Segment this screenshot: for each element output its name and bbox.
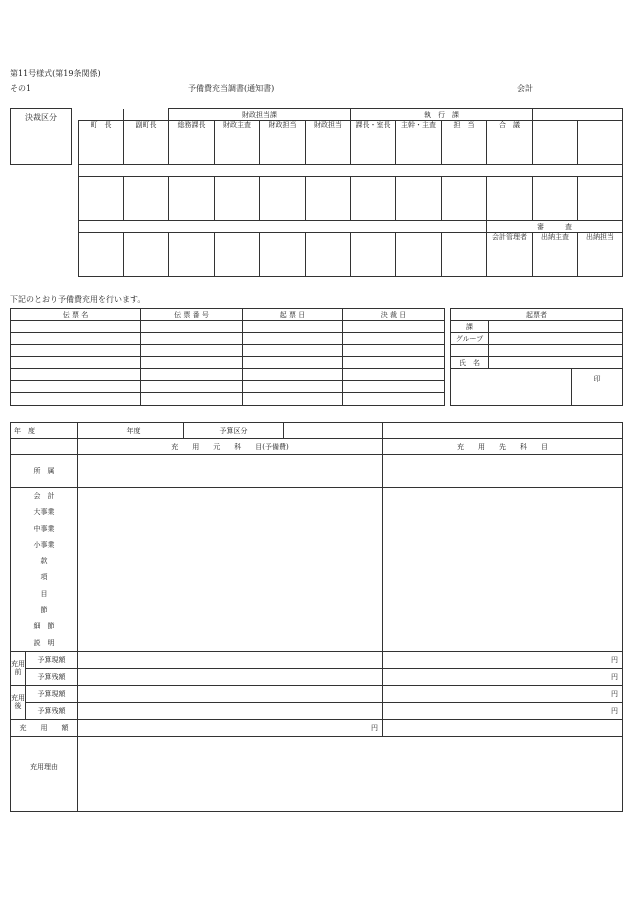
item-chujigyo: 中事業	[33, 524, 55, 533]
nendo-label: 年 度	[11, 423, 78, 439]
slip-row	[11, 381, 445, 393]
kihyo-table	[450, 308, 623, 406]
slip-row	[11, 393, 445, 406]
item-moku: 目	[40, 589, 48, 598]
zaisei-group-header: 財政担当課	[169, 109, 351, 121]
notice-text: 下記のとおり予備費充用を行います。	[10, 295, 146, 304]
juyo-gaku-label: 充 用 額	[11, 719, 78, 736]
kihyo-title: 起票者	[451, 309, 623, 321]
col-chocho: 町 長	[79, 121, 124, 165]
kessai-kubun-label: 決裁区分	[25, 113, 57, 122]
col-somu-kacho: 総務課長	[169, 121, 215, 165]
col-kacho-shitsucho: 課長・室長	[351, 121, 396, 165]
slip-table	[10, 308, 445, 406]
slip-header-name: 伝 票 名	[11, 309, 141, 321]
source-shozoku	[78, 455, 383, 488]
col-kaikei-kanrisha: 会計管理者	[487, 233, 533, 277]
shozoku-label: 所 属	[11, 455, 78, 488]
slip-header-kihyo-date: 起 票 日	[243, 309, 343, 321]
form-number: 第11号様式(第19条関係)	[10, 69, 101, 78]
source-items	[78, 488, 383, 652]
col-tanto: 担 当	[442, 121, 487, 165]
source-header: 充 用 元 科 目(予備費)	[78, 439, 383, 455]
yosan-kubun-label: 予算区分	[184, 423, 284, 439]
slip-row	[11, 321, 445, 333]
seal-label: 印	[572, 369, 623, 406]
slip-row	[11, 345, 445, 357]
col-fukuchocho: 副町長	[124, 121, 169, 165]
sono-label: その1	[10, 84, 32, 93]
after-genkaku-label: 予算現額	[26, 685, 78, 702]
before-label: 充用前	[11, 651, 26, 685]
shikko-group-header: 執 行 課	[351, 109, 533, 121]
kihyo-group-label: グループ	[451, 333, 489, 345]
account-label: 会計	[517, 84, 533, 93]
item-setsumei: 説 明	[33, 638, 55, 647]
slip-row	[11, 357, 445, 369]
item-kan: 款	[40, 557, 48, 566]
shinsa-group-header: 審 査	[487, 221, 623, 233]
after-zangaku-label: 予算残額	[26, 702, 78, 719]
col-zaisei-tanto-2: 財政担当	[306, 121, 351, 165]
item-daijigyo: 大事業	[33, 508, 55, 517]
juyo-gaku-yen: 円	[78, 719, 383, 736]
kihyo-ka-label: 課	[451, 321, 489, 333]
slip-row	[11, 333, 445, 345]
col-shukan-shusa: 主幹・主査	[396, 121, 442, 165]
reason-label: 充用理由	[11, 736, 78, 811]
before-zangaku-yen: 円	[383, 668, 623, 685]
approval-table	[78, 108, 623, 277]
after-label: 充用後	[11, 685, 26, 719]
reason-field	[78, 736, 623, 811]
col-suito-tanto: 出納担当	[578, 233, 623, 277]
before-zangaku-label: 予算残額	[26, 668, 78, 685]
item-ko: 項	[40, 573, 48, 582]
before-genkaku-label: 予算現額	[26, 651, 78, 668]
after-zangaku-yen: 円	[383, 702, 623, 719]
after-genkaku-yen: 円	[383, 685, 623, 702]
budget-table	[10, 422, 623, 812]
item-saisetsu: 細 節	[33, 622, 55, 631]
slip-header-number: 伝 票 番 号	[141, 309, 243, 321]
slip-row	[11, 369, 445, 381]
slip-header-kessai-date: 決 裁 日	[343, 309, 445, 321]
item-labels	[11, 488, 78, 652]
col-zaisei-shusa: 財政主査	[215, 121, 260, 165]
item-kaikei: 会 計	[33, 492, 55, 500]
col-suito-shusa: 出納主査	[533, 233, 578, 277]
dest-items	[383, 488, 623, 652]
page-title: 予備費充当調書(通知書)	[188, 84, 275, 93]
dest-header: 充 用 先 科 目	[383, 439, 623, 455]
nendo-unit: 年度	[124, 423, 184, 439]
col-gogi: 合 議	[487, 121, 533, 165]
item-shojigyo: 小事業	[33, 540, 55, 549]
kessai-kubun-box	[10, 108, 72, 165]
before-genkaku-yen: 円	[383, 651, 623, 668]
col-zaisei-tanto-1: 財政担当	[260, 121, 306, 165]
kihyo-name-label: 氏 名	[451, 357, 489, 369]
dest-shozoku	[383, 455, 623, 488]
item-setsu: 節	[40, 606, 48, 615]
